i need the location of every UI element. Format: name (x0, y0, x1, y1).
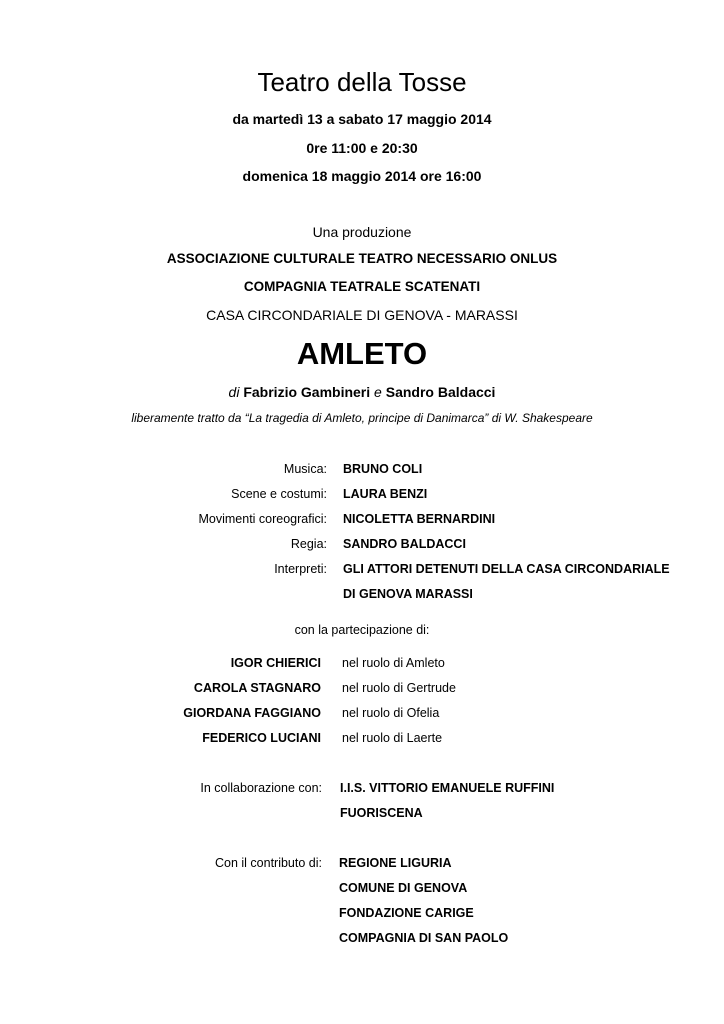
authors-and: e (374, 384, 382, 400)
credit-value: DI GENOVA MARASSI (343, 587, 473, 601)
authors-by: di (228, 384, 240, 400)
production-line-2: COMPAGNIA TEATRALE SCATENATI (243, 279, 481, 294)
source-note: liberamente tratto da “La tragedia di Amleto, principe di Danimarca” di W. Shakespeare (131, 411, 593, 425)
credit-label: Musica: (283, 462, 327, 476)
cast-role: nel ruolo di Amleto (342, 656, 445, 670)
credit-value: SANDRO BALDACCI (343, 537, 466, 551)
cast-actor: CAROLA STAGNARO (193, 681, 321, 695)
author-1: Fabrizio Gambineri (243, 384, 371, 400)
dates-line-1: da martedì 13 a sabato 17 maggio 2014 (232, 111, 492, 127)
contribution-label: Con il contributo di: (214, 856, 322, 870)
cast-role: nel ruolo di Ofelia (342, 706, 440, 720)
production-line-3: CASA CIRCONDARIALE DI GENOVA - MARASSI (206, 307, 518, 323)
contribution-item: COMPAGNIA DI SAN PAOLO (339, 931, 509, 945)
cast-role: nel ruolo di Gertrude (342, 681, 456, 695)
theatre-name: Teatro della Tosse (257, 67, 467, 97)
cast-actor: FEDERICO LUCIANI (202, 731, 321, 745)
credit-label: Scene e costumi: (231, 487, 327, 501)
show-title: AMLETO (296, 336, 428, 371)
credit-value: LAURA BENZI (343, 487, 428, 501)
credit-value: BRUNO COLI (343, 462, 423, 476)
dates-line-3: domenica 18 maggio 2014 ore 16:00 (242, 168, 482, 184)
production-intro: Una produzione (312, 224, 412, 240)
collaboration-label: In collaborazione con: (200, 781, 322, 795)
author-2: Sandro Baldacci (385, 384, 496, 400)
contribution-item: COMUNE DI GENOVA (339, 881, 468, 895)
participation-heading: con la partecipazione di: (294, 623, 430, 637)
cast-actor: GIORDANA FAGGIANO (183, 706, 321, 720)
contribution-item: FONDAZIONE CARIGE (339, 906, 474, 920)
cast-actor: IGOR CHIERICI (230, 656, 321, 670)
dates-line-2: 0re 11:00 e 20:30 (306, 140, 418, 156)
contribution-item: REGIONE LIGURIA (339, 856, 452, 870)
credit-label: Regia: (290, 537, 327, 551)
credit-value: GLI ATTORI DETENUTI DELLA CASA CIRCONDARIALE (343, 562, 670, 576)
credit-label: Interpreti: (274, 562, 327, 576)
collaboration-item: I.I.S. VITTORIO EMANUELE RUFFINI (340, 781, 555, 795)
production-line-1: ASSOCIAZIONE CULTURALE TEATRO NECESSARIO ONLUS (166, 251, 558, 266)
authors-line (0, 383, 724, 401)
cast-role: nel ruolo di Laerte (342, 731, 443, 745)
collaboration-item: FUORISCENA (340, 806, 423, 820)
credit-label: Movimenti coreografici: (198, 512, 327, 526)
credit-value: NICOLETTA BERNARDINI (343, 512, 496, 526)
